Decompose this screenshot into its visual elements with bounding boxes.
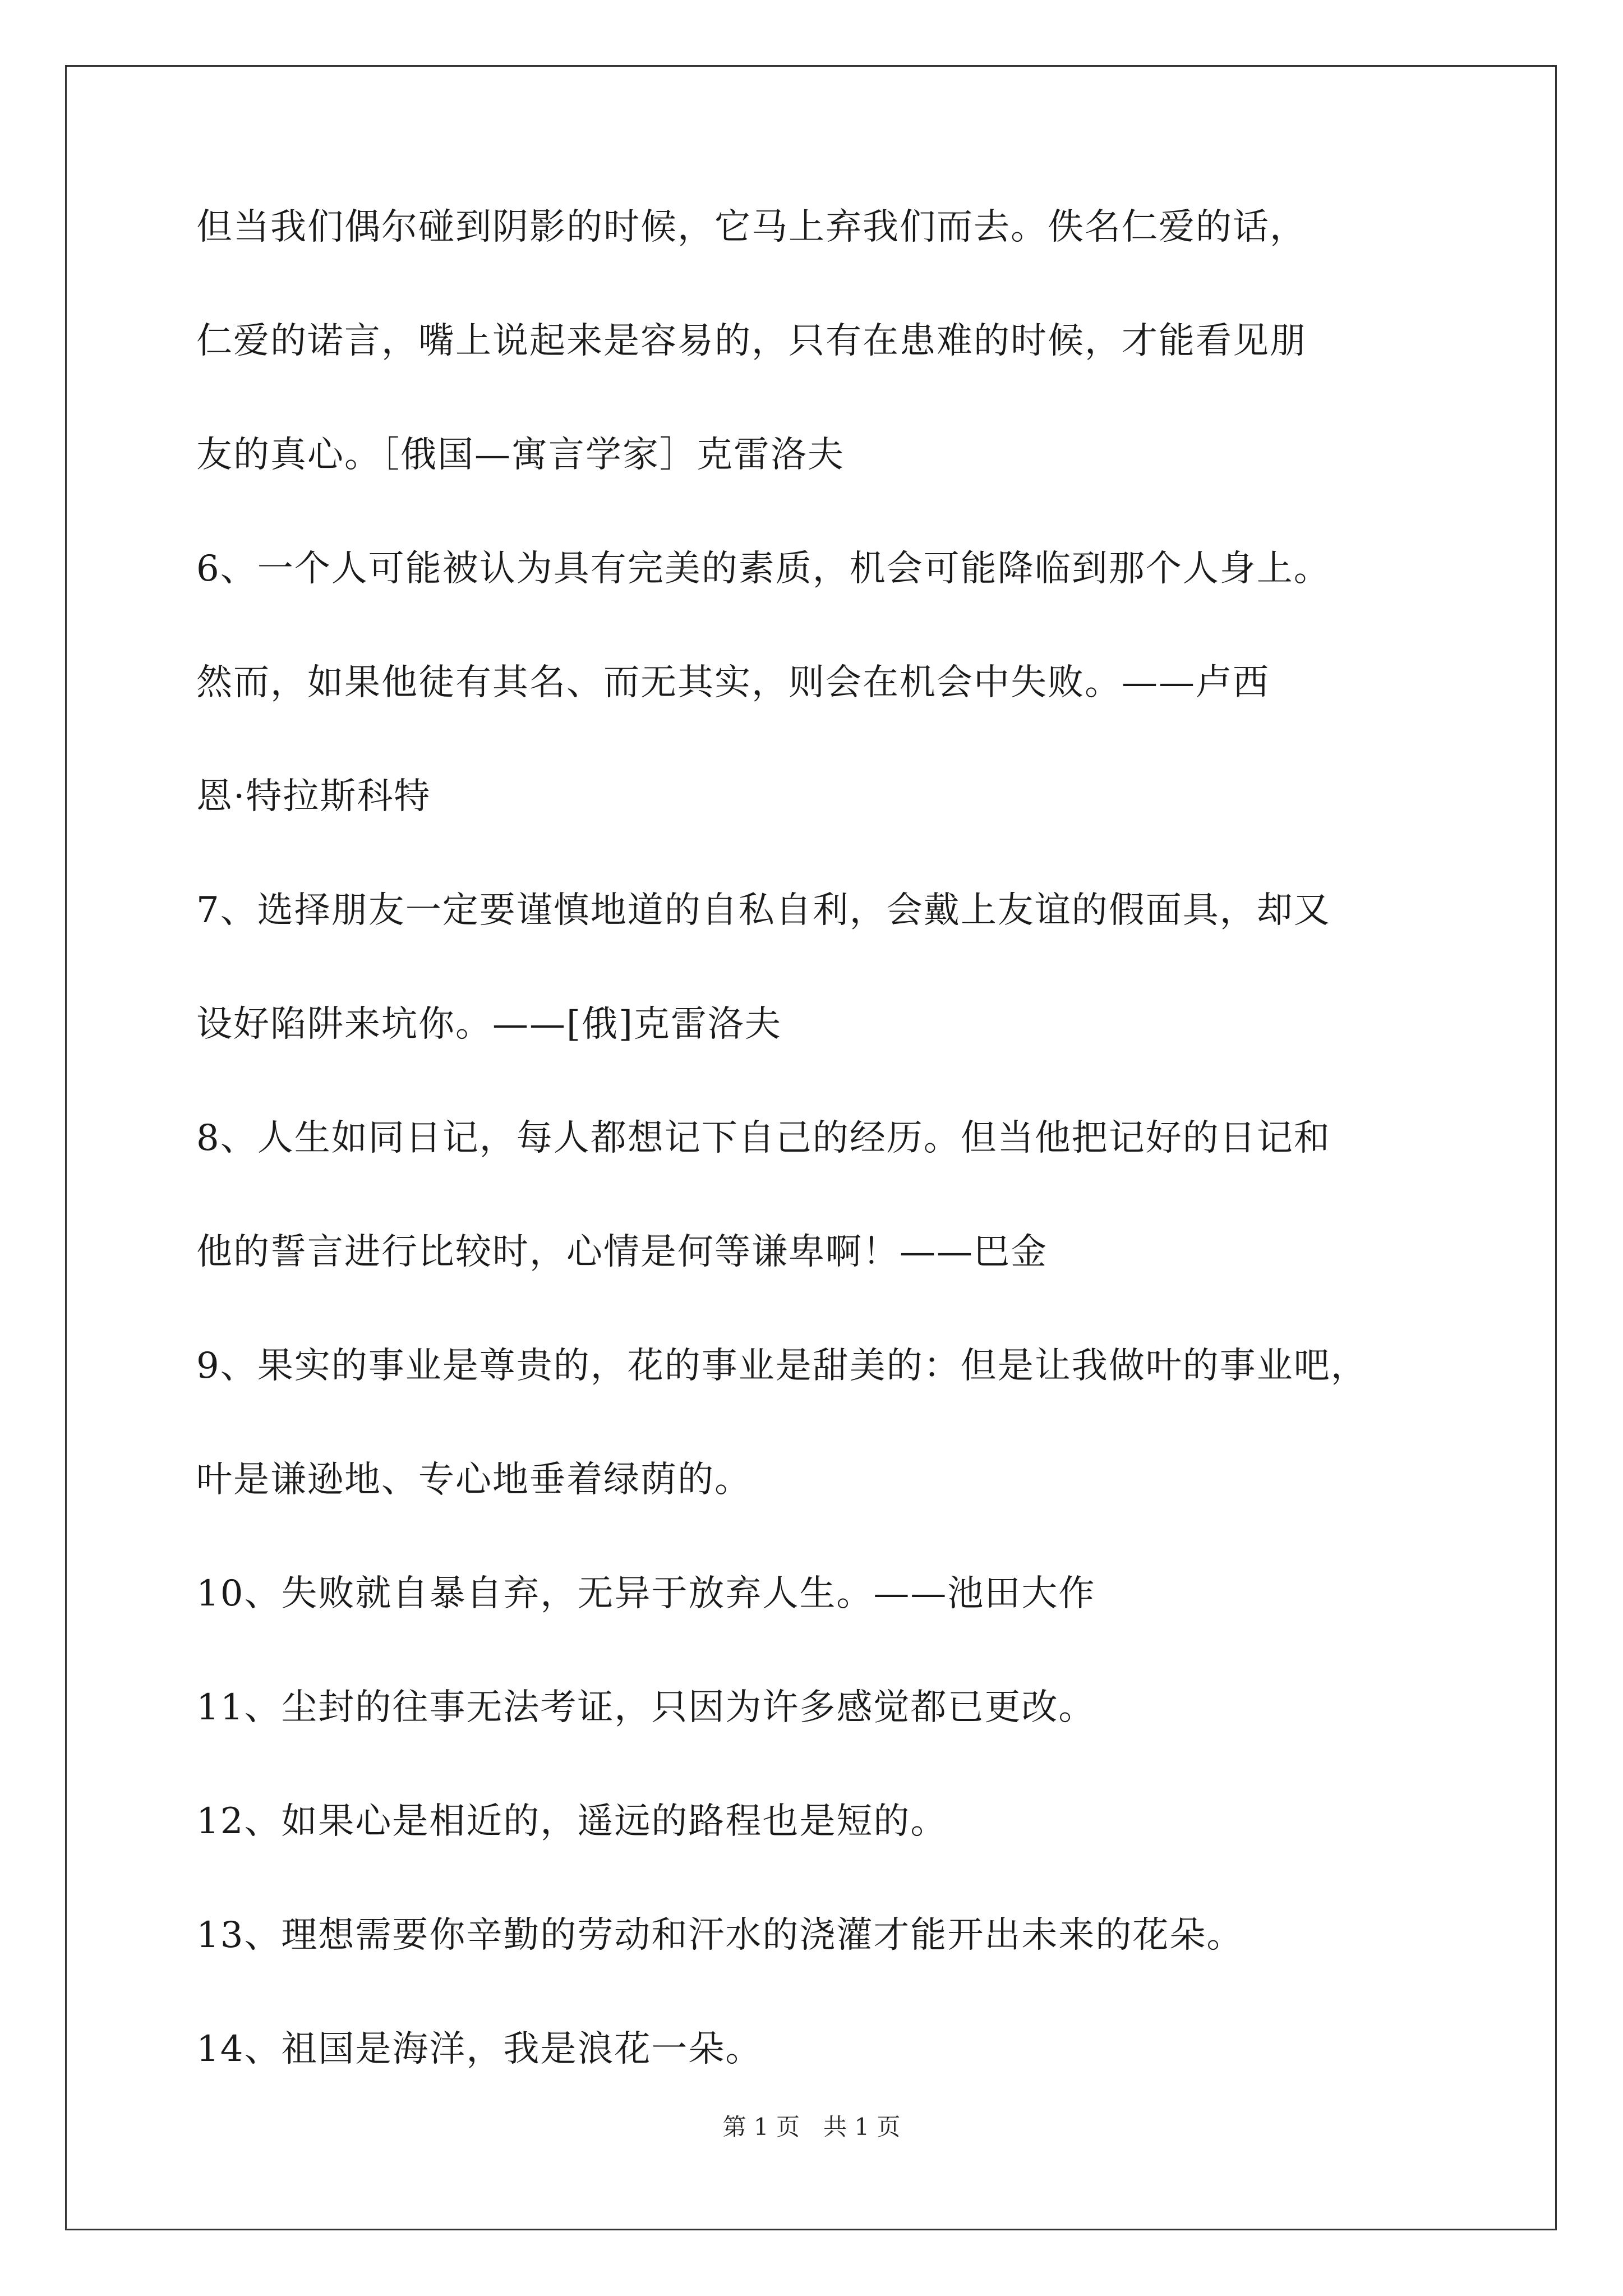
text-line: 13、理想需要你辛勤的劳动和汗水的浇灌才能开出未来的花朵。 [196, 1915, 1244, 1956]
text-line: 设好陷阱来坑你。——[俄]克雷洛夫 [196, 1004, 782, 1045]
text-line: 但当我们偶尔碰到阴影的时候，它马上弃我们而去。佚名仁爱的话， [196, 206, 1307, 248]
text-line: 叶是谦逊地、专心地垂着绿荫的。 [196, 1459, 751, 1501]
text-line: 7、选择朋友一定要谨慎地道的自私自利，会戴上友谊的假面具，却又 [196, 890, 1331, 931]
text-line: 8、人生如同日记，每人都想记下自己的经历。但当他把记好的日记和 [196, 1117, 1331, 1159]
document-body [196, 202, 1458, 2138]
text-line: 然而，如果他徒有其名、而无其实，则会在机会中失败。——卢西 [196, 662, 1270, 703]
text-line: 12、如果心是相近的，遥远的路程也是短的。 [196, 1801, 948, 1842]
text-line: 6、一个人可能被认为具有完美的素质，机会可能降临到那个人身上。 [196, 548, 1331, 590]
text-line: 11、尘封的往事无法考证，只因为许多感觉都已更改。 [196, 1687, 1096, 1728]
text-line: 友的真心。［俄国—寓言学家］克雷洛夫 [196, 434, 845, 476]
page-footer: 第 1 页 共 1 页 [722, 2113, 901, 2141]
text-line: 仁爱的诺言，嘴上说起来是容易的，只有在患难的时候，才能看见朋 [196, 320, 1307, 362]
text-line: 9、果实的事业是尊贵的，花的事业是甜美的：但是让我做叶的事业吧， [196, 1345, 1368, 1387]
text-line: 14、祖国是海洋，我是浪花一朵。 [196, 2028, 763, 2070]
text-line: 恩·特拉斯科特 [196, 776, 431, 817]
text-line: 10、失败就自暴自弃，无异于放弃人生。——池田大作 [196, 1573, 1096, 1614]
text-line: 他的誓言进行比较时，心情是何等谦卑啊！——巴金 [196, 1231, 1048, 1273]
